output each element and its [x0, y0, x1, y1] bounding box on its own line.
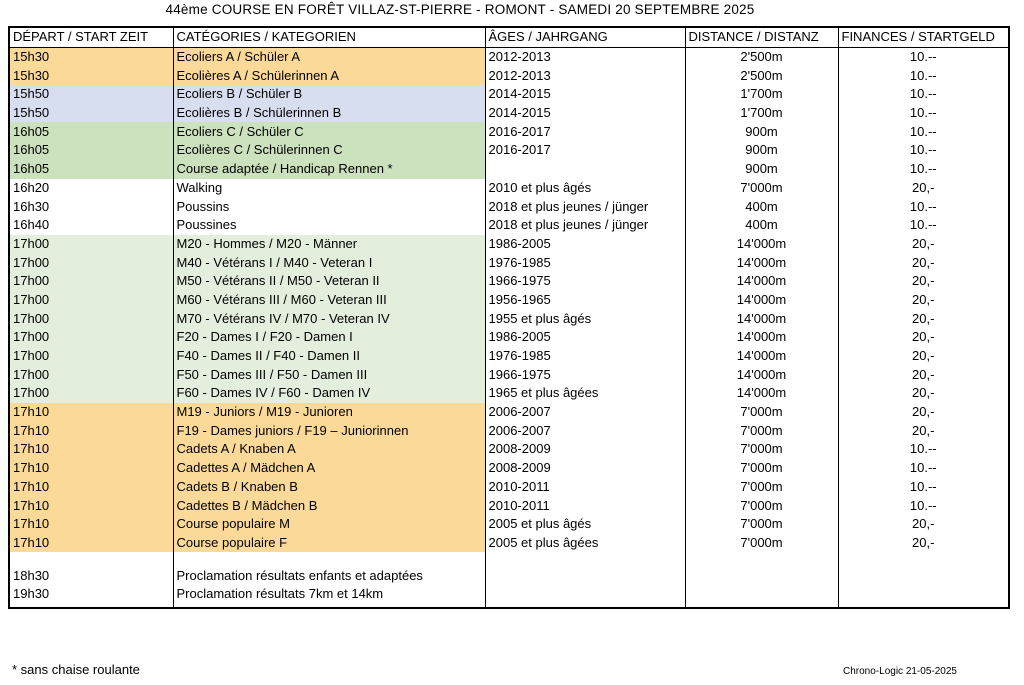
spacer-cell [9, 552, 173, 566]
finance-cell: 10.-- [909, 161, 937, 177]
finance-cell: 10.-- [909, 142, 937, 158]
depart-cell: 17h00 [9, 328, 173, 347]
distance-cell: 2'500m [685, 66, 838, 85]
empty-cell [685, 585, 838, 608]
category-cell: M40 - Vétérans I / M40 - Veteran I [173, 253, 485, 272]
finance-cell: 10.-- [909, 441, 937, 457]
header-ages: ÂGES / JAHRGANG [485, 27, 685, 47]
category-cell: Poussines [173, 216, 485, 235]
spacer-cell [685, 552, 838, 566]
ages-cell: 2014-2015 [485, 85, 685, 104]
category-cell: M70 - Vétérans IV / M70 - Veteran IV [173, 309, 485, 328]
category-cell: M50 - Vétérans II / M50 - Veteran II [173, 272, 485, 291]
ages-cell: 1956-1965 [485, 291, 685, 310]
depart-cell: 17h00 [9, 365, 173, 384]
distance-cell: 7'000m [685, 459, 838, 478]
distance-cell: 14'000m [685, 272, 838, 291]
distance-cell: 7'000m [685, 421, 838, 440]
ages-cell: 2010-2011 [485, 496, 685, 515]
proclamation-label: Proclamation résultats enfants et adaptées [173, 566, 485, 585]
ages-cell: 2008-2009 [485, 459, 685, 478]
depart-cell: 17h10 [9, 496, 173, 515]
table-row [9, 440, 1009, 459]
distance-cell: 900m [685, 141, 838, 160]
distance-cell: 7'000m [685, 496, 838, 515]
ages-cell: 1976-1985 [485, 347, 685, 366]
ages-cell: 2016-2017 [485, 122, 685, 141]
header-categories: CATÉGORIES / KATEGORIEN [173, 27, 485, 47]
category-cell: Walking [173, 179, 485, 198]
finance-cell: 10.-- [909, 49, 937, 65]
category-cell: M20 - Hommes / M20 - Männer [173, 235, 485, 254]
spacer-cell [838, 552, 1009, 566]
table-row [9, 309, 1009, 328]
proclamation-label: Proclamation résultats 7km et 14km [173, 585, 485, 608]
ages-cell: 2012-2013 [485, 66, 685, 85]
distance-cell: 14'000m [685, 291, 838, 310]
empty-cell [838, 566, 1009, 585]
distance-cell: 900m [685, 122, 838, 141]
ages-cell: 1955 et plus âgés [485, 309, 685, 328]
finance-cell: 20,- [912, 385, 935, 401]
finance-cell: 10.-- [909, 497, 937, 513]
ages-cell: 2006-2007 [485, 403, 685, 422]
depart-cell: 17h10 [9, 478, 173, 497]
distance-cell: 2'500m [685, 47, 838, 66]
distance-cell: 7'000m [685, 478, 838, 497]
distance-cell: 14'000m [685, 384, 838, 403]
distance-cell: 7'000m [685, 515, 838, 534]
ages-cell: 1966-1975 [485, 365, 685, 384]
table-row [9, 272, 1009, 291]
distance-cell: 14'000m [685, 309, 838, 328]
depart-cell: 16h30 [9, 197, 173, 216]
depart-cell: 17h00 [9, 272, 173, 291]
depart-cell: 17h10 [9, 440, 173, 459]
table-row [9, 141, 1009, 160]
category-cell: Course populaire M [173, 515, 485, 534]
distance-cell: 14'000m [685, 365, 838, 384]
distance-cell: 7'000m [685, 440, 838, 459]
depart-cell: 16h05 [9, 160, 173, 179]
credit: Chrono-Logic 21-05-2025 [843, 666, 957, 677]
category-cell: F60 - Dames IV / F60 - Damen IV [173, 384, 485, 403]
ages-cell: 2018 et plus jeunes / jünger [485, 197, 685, 216]
table-row [9, 365, 1009, 384]
category-cell: F20 - Dames I / F20 - Damen I [173, 328, 485, 347]
proclamation-row [9, 585, 1009, 608]
depart-cell: 17h00 [9, 291, 173, 310]
table-row [9, 496, 1009, 515]
distance-cell: 14'000m [685, 347, 838, 366]
table-header-row [9, 27, 1009, 47]
category-cell: Cadets B / Knaben B [173, 478, 485, 497]
distance-cell: 900m [685, 160, 838, 179]
table-row [9, 197, 1009, 216]
ages-cell: 1966-1975 [485, 272, 685, 291]
finance-cell: 10.-- [909, 478, 937, 494]
category-cell: Course populaire F [173, 534, 485, 553]
header-distance: DISTANCE / DISTANZ [685, 27, 838, 47]
depart-cell: 16h05 [9, 122, 173, 141]
schedule-table [8, 26, 1010, 609]
spacer-row [9, 552, 1009, 566]
footnote: * sans chaise roulante [12, 662, 140, 677]
finance-cell: 20,- [912, 254, 935, 270]
table-row [9, 216, 1009, 235]
depart-cell: 17h10 [9, 421, 173, 440]
finance-cell: 20,- [912, 273, 935, 289]
category-cell: Poussins [173, 197, 485, 216]
proclamation-time: 19h30 [9, 585, 173, 608]
ages-cell: 1976-1985 [485, 253, 685, 272]
finance-cell: 20,- [912, 516, 935, 532]
distance-cell: 1'700m [685, 85, 838, 104]
table-row [9, 235, 1009, 254]
distance-cell: 1'700m [685, 104, 838, 123]
finance-cell: 20,- [912, 366, 935, 382]
ages-cell: 2018 et plus jeunes / jünger [485, 216, 685, 235]
table-row [9, 515, 1009, 534]
finance-cell: 20,- [912, 179, 935, 195]
table-row [9, 160, 1009, 179]
table-row [9, 421, 1009, 440]
depart-cell: 15h50 [9, 85, 173, 104]
table-row [9, 291, 1009, 310]
category-cell: M60 - Vétérans III / M60 - Veteran III [173, 291, 485, 310]
depart-cell: 17h00 [9, 384, 173, 403]
category-cell: M19 - Juniors / M19 - Junioren [173, 403, 485, 422]
table-row [9, 47, 1009, 66]
category-cell: Ecoliers A / Schüler A [173, 47, 485, 66]
category-cell: Cadets A / Knaben A [173, 440, 485, 459]
depart-cell: 16h40 [9, 216, 173, 235]
finance-cell: 10.-- [909, 217, 937, 233]
category-cell: Course adaptée / Handicap Rennen * [173, 160, 485, 179]
table-row [9, 478, 1009, 497]
empty-cell [485, 566, 685, 585]
depart-cell: 15h30 [9, 47, 173, 66]
table-row [9, 403, 1009, 422]
depart-cell: 17h10 [9, 515, 173, 534]
category-cell: F50 - Dames III / F50 - Damen III [173, 365, 485, 384]
table-row [9, 534, 1009, 553]
depart-cell: 17h10 [9, 459, 173, 478]
ages-cell: 2012-2013 [485, 47, 685, 66]
page-title: 44ème COURSE EN FORÊT VILLAZ-ST-PIERRE - ROMONT - SAMEDI 20 SEPTEMBRE 2025 [165, 2, 755, 17]
finance-cell: 20,- [912, 422, 935, 438]
depart-cell: 17h00 [9, 309, 173, 328]
spacer-cell [485, 552, 685, 566]
distance-cell: 7'000m [685, 179, 838, 198]
finance-cell: 20,- [912, 348, 935, 364]
category-cell: Cadettes A / Mädchen A [173, 459, 485, 478]
category-cell: Cadettes B / Mädchen B [173, 496, 485, 515]
proclamation-time: 18h30 [9, 566, 173, 585]
depart-cell: 17h00 [9, 253, 173, 272]
depart-cell: 16h20 [9, 179, 173, 198]
category-cell: Ecolières A / Schülerinnen A [173, 66, 485, 85]
finance-cell: 10.-- [909, 67, 937, 83]
spacer-cell [173, 552, 485, 566]
ages-cell: 2005 et plus âgés [485, 515, 685, 534]
table-row [9, 179, 1009, 198]
depart-cell: 17h10 [9, 534, 173, 553]
finance-cell: 10.-- [909, 123, 937, 139]
finance-cell: 10.-- [909, 460, 937, 476]
empty-cell [485, 585, 685, 608]
proclamation-row [9, 566, 1009, 585]
empty-cell [838, 585, 1009, 608]
ages-cell [485, 160, 685, 179]
ages-cell: 2005 et plus âgées [485, 534, 685, 553]
category-cell: F19 - Dames juniors / F19 – Juniorinnen [173, 421, 485, 440]
finance-cell: 10.-- [909, 198, 937, 214]
finance-cell: 20,- [912, 235, 935, 251]
ages-cell: 2016-2017 [485, 141, 685, 160]
finance-cell: 20,- [912, 404, 935, 420]
distance-cell: 14'000m [685, 235, 838, 254]
distance-cell: 400m [685, 216, 838, 235]
distance-cell: 400m [685, 197, 838, 216]
finance-cell: 20,- [912, 291, 935, 307]
finance-cell: 20,- [912, 534, 935, 550]
ages-cell: 1986-2005 [485, 328, 685, 347]
table-row [9, 85, 1009, 104]
ages-cell: 2014-2015 [485, 104, 685, 123]
depart-cell: 17h00 [9, 235, 173, 254]
ages-cell: 2010 et plus âgés [485, 179, 685, 198]
ages-cell: 2008-2009 [485, 440, 685, 459]
header-finances: FINANCES / STARTGELD [838, 27, 1009, 47]
header-depart: DÉPART / START ZEIT [9, 27, 173, 47]
table-row [9, 122, 1009, 141]
category-cell: Ecolières B / Schülerinnen B [173, 104, 485, 123]
distance-cell: 14'000m [685, 328, 838, 347]
ages-cell: 1986-2005 [485, 235, 685, 254]
depart-cell: 15h50 [9, 104, 173, 123]
depart-cell: 17h00 [9, 347, 173, 366]
ages-cell: 1965 et plus âgées [485, 384, 685, 403]
distance-cell: 14'000m [685, 253, 838, 272]
category-cell: F40 - Dames II / F40 - Damen II [173, 347, 485, 366]
ages-cell: 2006-2007 [485, 421, 685, 440]
depart-cell: 17h10 [9, 403, 173, 422]
finance-cell: 20,- [912, 329, 935, 345]
empty-cell [685, 566, 838, 585]
depart-cell: 16h05 [9, 141, 173, 160]
table-row [9, 347, 1009, 366]
category-cell: Ecoliers B / Schüler B [173, 85, 485, 104]
ages-cell: 2010-2011 [485, 478, 685, 497]
distance-cell: 7'000m [685, 403, 838, 422]
finance-cell: 10.-- [909, 86, 937, 102]
table-row [9, 104, 1009, 123]
table-row [9, 66, 1009, 85]
category-cell: Ecolières C / Schülerinnen C [173, 141, 485, 160]
table-row [9, 459, 1009, 478]
category-cell: Ecoliers C / Schüler C [173, 122, 485, 141]
table-row [9, 253, 1009, 272]
finance-cell: 20,- [912, 310, 935, 326]
distance-cell: 7'000m [685, 534, 838, 553]
depart-cell: 15h30 [9, 66, 173, 85]
table-row [9, 328, 1009, 347]
finance-cell: 10.-- [909, 105, 937, 121]
table-row [9, 384, 1009, 403]
